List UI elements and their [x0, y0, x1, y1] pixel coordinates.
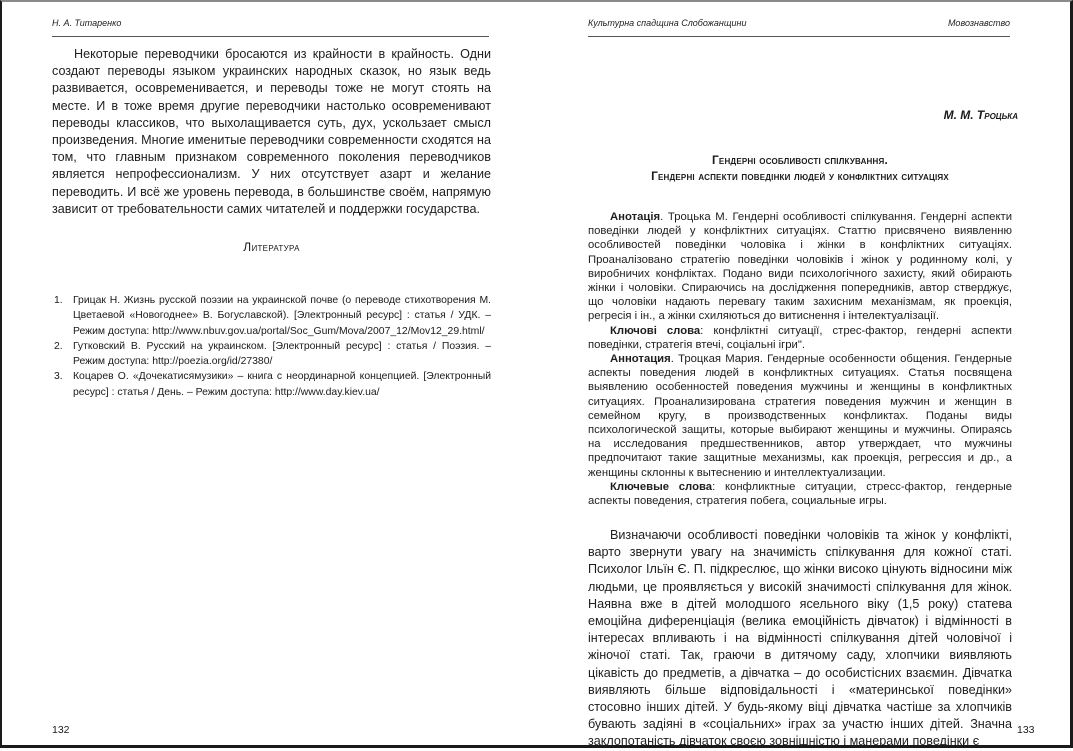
reference-list — [52, 293, 491, 400]
running-head-right-page — [588, 18, 1010, 37]
intro-paragraph: Некоторые переводчики бросаются из крайности в крайность. Одни создают переводы языком украинских народных сказок, но язык ведь развивается, осовременивается, и переводы тоже не могут стоять на месте. И в тоже время другие переводчики настолько осовременивают переводы классиков, что выхолащивается суть, дух, ускользает смысл произведения. Многие именитые переводчики современности сходятся на том, что главным признаком современного поколения переводчиков является непрофессионализм. У них отсутствует азарт и желание переводить. И всё же уровень перевода, в большинстве своём, напрямую зависит от требовательности самих читателей и поддержки государства. — [52, 47, 491, 216]
abstracts-block — [588, 210, 1012, 508]
reference-item — [52, 339, 491, 370]
reference-number: 3. — [54, 371, 63, 383]
abstract-russian — [588, 352, 1012, 480]
running-head-left-page — [52, 18, 489, 37]
keywords-label: Ключові слова — [610, 324, 701, 337]
keywords-ukrainian — [588, 324, 1012, 352]
right-page — [538, 2, 1070, 749]
main-text-block — [588, 527, 1012, 751]
article-author: М. М. Троцька — [943, 108, 1018, 122]
keywords-russian — [588, 480, 1012, 508]
reference-item — [52, 293, 491, 339]
article-title — [588, 153, 1012, 184]
keywords-text: : конфликтные ситуации, стресс-фактор, гендерные аспекты поведения, стратегия побега, социальные игры. — [588, 480, 1012, 508]
abstract-label: Анотація — [610, 211, 661, 223]
article-title-line-1: Гендерні особливості спілкування. — [712, 153, 888, 167]
abstract-text: . Троцька М. Гендерні особливості спілкування. Гендерні аспекти поведінки людей у конфліктних ситуаціях. Статтю присвячено виявленню особливостей поведінки чоловіка і жінки в конфліктних ситуаціях. Проаналізовано стратегію поведінки чоловіків і жінок у родинному колі, у виробничих конфліктах. Подано види психологічного захисту, який обирають жінки і чоловіки. Спираючись на дослідження попередників, автор стверджує, що чоловіки надають перевагу таким захисним механізмам, як проекція, регресія і ін., а жінки схиляються до витиснення і інтелектуалізації. — [588, 211, 1012, 323]
article-title-line-2: Гендерні аспекти поведінки людей у конфліктних ситуаціях — [651, 168, 949, 183]
keywords-label: Ключевые слова — [610, 480, 713, 493]
abstract-text: . Троцкая Мария. Гендерные особенности общения. Гендерные аспекты поведения людей в конфликтных ситуациях. Статья посвящена выявлению особенностей поведения мужчины и женщины в конфликтных ситуациях. Проанализирована стратегия поведения мужчин и женщин в семейном кругу, в производственных конфликтах. Поданы виды психологической защиты, которые выбирают женщины и мужчины. Опираясь на исследования предшественников, автор утверждает, что мужчины предпочитают такие защитные механизмы, как проекція, регрессия и др., а женщины склонны к вытеснению и интеллектуализации. — [588, 353, 1012, 479]
reference-text: Коцарев О. «Дочекатисямузики» – книга с неординарной концепцией. [Электронный ресурс] : статья / День. – Режим доступа: http://www.day.kiev.ua/ — [73, 371, 491, 398]
page-number-right: 133 — [1017, 724, 1035, 736]
abstract-ukrainian — [588, 210, 1012, 324]
literature-heading: Литература — [243, 240, 300, 254]
reference-number: 2. — [54, 340, 63, 352]
abstract-label: Аннотация — [610, 353, 671, 366]
page-number-left: 132 — [52, 724, 70, 736]
keywords-text: : конфліктні ситуації, стрес-фактор, гендерні аспекти поведінки, стратегія втечі, соціальні ігри". — [588, 324, 1012, 351]
reference-text: Грицак Н. Жизнь русской поэзии на украинской почве (о переводе стихотворения М. Цветаевой «Новогоднее» В. Богуславской). [Электронный ресурс] : статья / УДК. – Режим доступа: http://www.nbuv.gov.ua/portal/Soc_Gum/Mova/2007_12/Mov12_29.html/ — [73, 295, 491, 337]
reference-item — [52, 369, 491, 400]
reference-text: Гутковский В. Русский на украинском. [Электронный ресурс] : статья / Поэзия. – Режим доступа: http://poezia.org/id/27380/ — [73, 340, 491, 368]
running-head-journal: Культурна спадщина Слобожанщини — [588, 18, 747, 28]
intro-text-block — [52, 46, 491, 218]
running-head-section: Мовознавство — [947, 18, 1010, 28]
reference-number: 1. — [54, 295, 63, 306]
running-head-author: Н. А. Титаренко — [52, 18, 122, 28]
left-page — [2, 2, 538, 745]
main-paragraph: Визначаючи особливості поведінки чоловіків та жінок у конфлікті, варто звернути увагу на значимість спілкування для кожної статі. Психолог Ільїн Є. П. підкреслює, що жінки високо цінують відносини між людьми, це проявляється у високій значимості спілкування для жінок. Наявна вже в дітей молодшого ясельного віку (1,5 року) статева емоційна диференціація (велика емоційність дівчаток) і відмінності в інтересах впливають і на відмінності спілкування дітей чоловічої і жіночої статі. Так, граючи в дитячому саду, хлопчики виявляють цікавість до предметів, а дівчатка – до особистісних взаємин. Дівчатка виявляють більше відповідальності і «материнської поведінки» стосовно інших дітей. У будь-якому віці дівчатка частіше за хлопчиків бувають задіяні в «соціальних» іграх за участю інших дітей. Значна заклопотаність дівчаток своєю зовнішністю і манерами поведінки є — [588, 528, 1012, 749]
